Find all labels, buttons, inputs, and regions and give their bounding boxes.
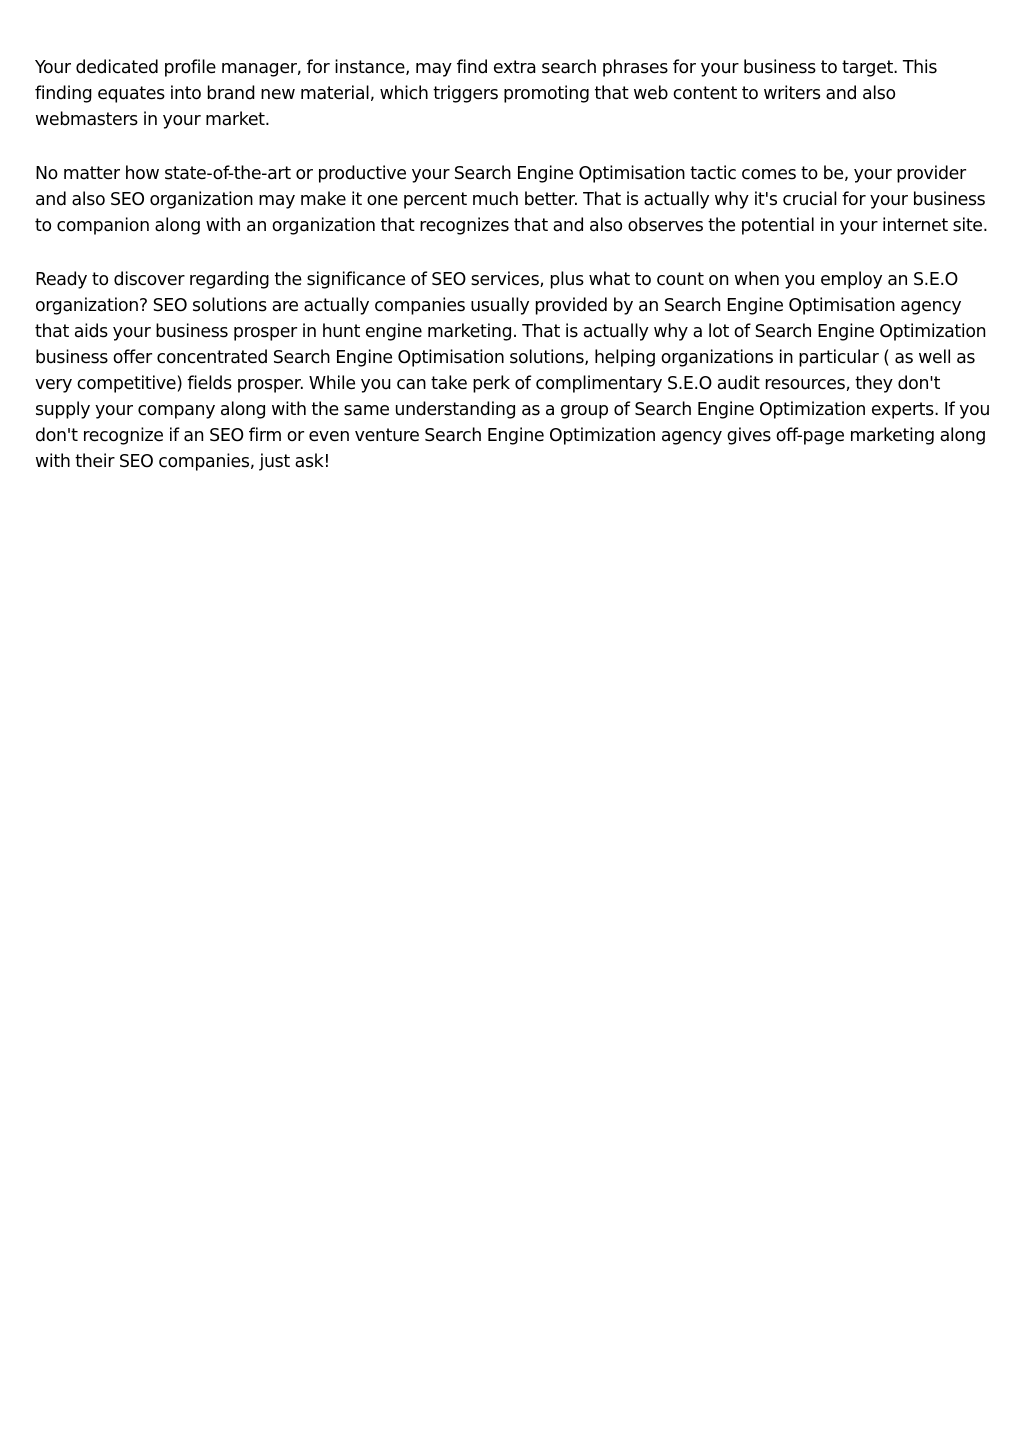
paragraph-seo-tactic: No matter how state-of-the-art or productive your Search Engine Optimisation tactic comes to be, your provider and also SEO organization may make it one percent much better. That is actually why it's crucial for your business to companion along with an organization that recognizes that and also observes the potential in your internet site. (35, 164, 988, 236)
paragraph-seo-services: Ready to discover regarding the significance of SEO services, plus what to count on when you employ an S.E.O organization? SEO solutions are actually companies usually provided by an Search Engine Optimisation agency that aids your business prosper in hunt engine marketing. That is actually why a lot of Search Engine Optimization business offer concentrated Search Engine Optimisation solutions, helping organizations in particular ( as well as very competitive) fields prosper. While you can take perk of complimentary S.E.O audit resources, they don't supply your company along with the same understanding as a group of Search Engine Optimization experts. If you don't recognize if an SEO firm or even venture Search Engine Optimization agency gives off-page marketing along with their SEO companies, just ask! (35, 270, 991, 472)
paragraph-profile-manager: Your dedicated profile manager, for instance, may find extra search phrases for your business to target. This finding equates into brand new material, which triggers promoting that web content to writers and also webmasters in your market. (35, 58, 938, 130)
document-page (35, 55, 993, 503)
